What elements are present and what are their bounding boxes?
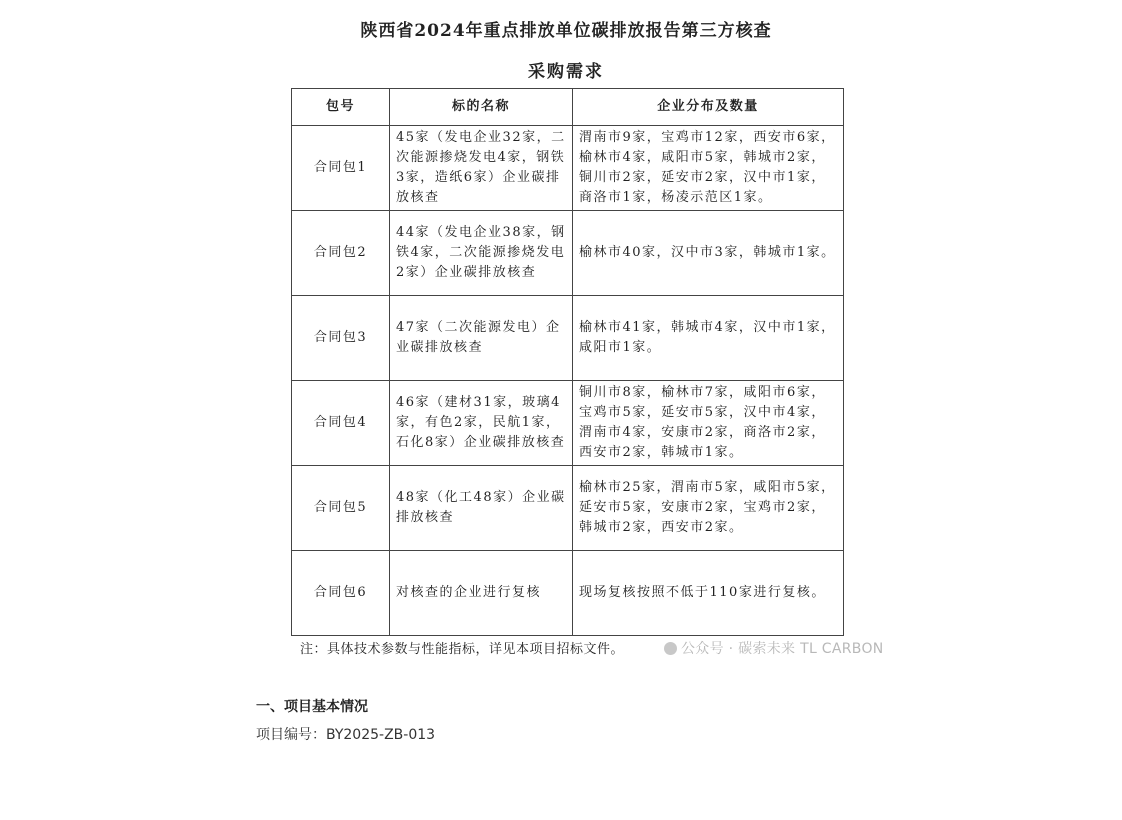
name-cell: 45家（发电企业32家，二次能源掺烧发电4家，钢铁3家，造纸6家）企业碳排放核查 [390, 126, 573, 211]
distribution-cell: 榆林市40家，汉中市3家，韩城市1家。 [573, 211, 844, 296]
document-subtitle: 采购需求 [528, 62, 604, 82]
distribution-cell: 榆林市25家，渭南市5家，咸阳市5家，延安市5家，安康市2家，宝鸡市2家，韩城市2家，西安市2家。 [573, 466, 844, 551]
table-row [292, 381, 844, 466]
table-row [292, 466, 844, 551]
header-package: 包号 [292, 89, 390, 126]
distribution-cell: 铜川市8家，榆林市7家，咸阳市6家，宝鸡市5家，延安市5家，汉中市4家，渭南市4家，安康市2家，商洛市2家，西安市2家，韩城市1家。 [573, 381, 844, 466]
table-row [292, 551, 844, 636]
package-cell: 合同包3 [292, 296, 390, 381]
name-cell: 44家（发电企业38家，钢铁4家，二次能源掺烧发电2家）企业碳排放核查 [390, 211, 573, 296]
table-row [292, 126, 844, 211]
name-cell: 47家（二次能源发电）企业碳排放核查 [390, 296, 573, 381]
table-header-row [292, 89, 844, 126]
package-cell: 合同包2 [292, 211, 390, 296]
name-cell: 48家（化工48家）企业碳排放核查 [390, 466, 573, 551]
table-note: 注：具体技术参数与性能指标，详见本项目招标文件。 [300, 642, 625, 657]
document-title: 陕西省2024年重点排放单位碳排放报告第三方核查 [360, 21, 772, 41]
distribution-cell: 榆林市41家，韩城市4家，汉中市1家，咸阳市1家。 [573, 296, 844, 381]
package-cell: 合同包5 [292, 466, 390, 551]
wechat-icon [664, 642, 677, 655]
section-heading: 一、项目基本情况 [256, 699, 368, 715]
table-row [292, 211, 844, 296]
distribution-cell: 现场复核按照不低于110家进行复核。 [573, 551, 844, 636]
watermark [664, 638, 884, 658]
distribution-cell: 渭南市9家，宝鸡市12家，西安市6家，榆林市4家，咸阳市5家，韩城市2家，铜川市2家，延安市2家，汉中市1家，商洛市1家，杨凌示范区1家。 [573, 126, 844, 211]
package-cell: 合同包1 [292, 126, 390, 211]
table-row [292, 296, 844, 381]
name-cell: 对核查的企业进行复核 [390, 551, 573, 636]
name-cell: 46家（建材31家，玻璃4家，有色2家，民航1家，石化8家）企业碳排放核查 [390, 381, 573, 466]
package-cell: 合同包6 [292, 551, 390, 636]
header-name: 标的名称 [390, 89, 573, 126]
procurement-table [291, 88, 844, 636]
header-distribution: 企业分布及数量 [573, 89, 844, 126]
watermark-text: 公众号 · 碳索未来 TL CARBON [681, 641, 884, 657]
package-cell: 合同包4 [292, 381, 390, 466]
project-id: 项目编号：BY2025-ZB-013 [256, 727, 436, 743]
